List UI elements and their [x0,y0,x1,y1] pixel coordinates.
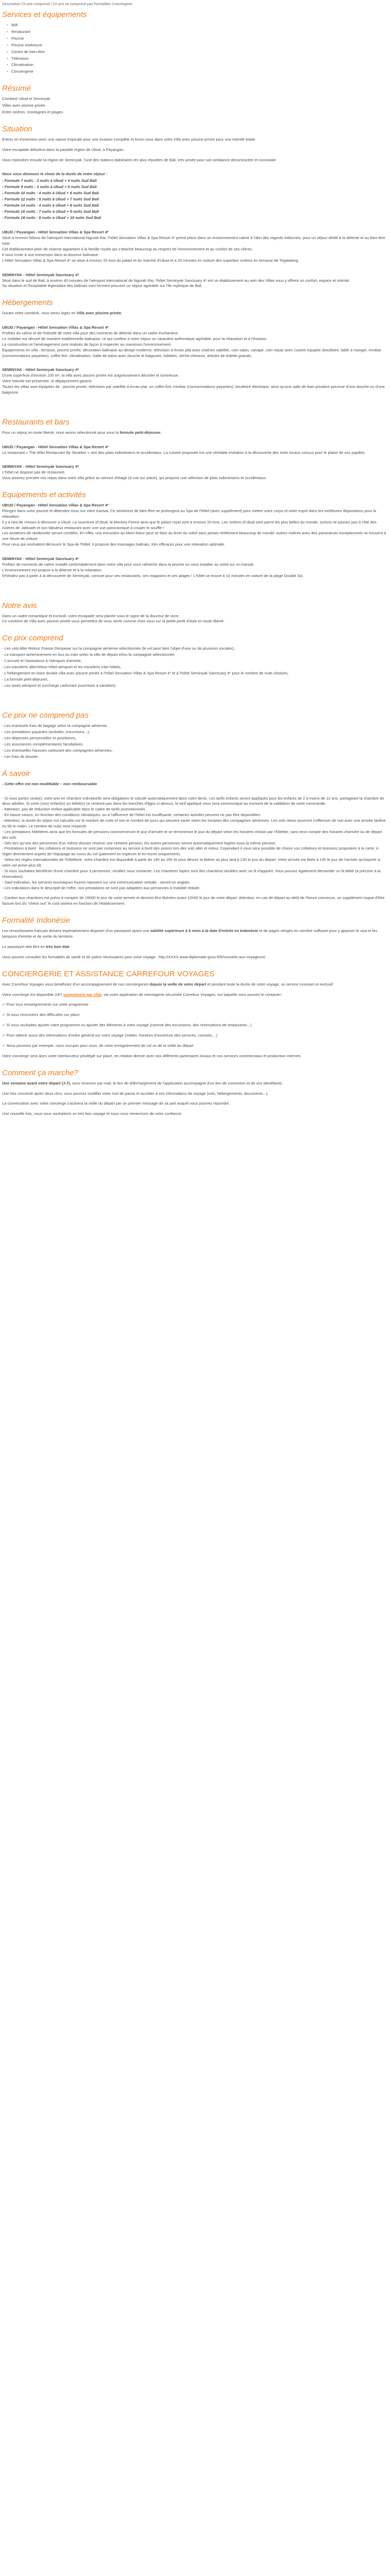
resume-line: Combiné Ubud et Seminyak [2,96,51,101]
savoir-paragraph: - Selon les règles internationales de l'hôtellerie, votre chambre est disponible à partir de 14h au 15h et vous devrez la libérer au plus tard à 12h le jour du départ. Votre arrivée est fixée à 14h le jour de l'arrivée qu'importe si votre vol arrive plus tôt. [2,857,381,868]
equipements-title: Equipements et activités [2,490,86,500]
durations-title: Nous vous donnons le choix de la durée de votre séjour : [2,172,108,177]
equip-hotel1-p4: Pour ceux qui souhaitent découvrir le Spa de l'hôtel, il propose des massages balinais, très efficaces pour une relaxation optimale. [2,542,225,547]
inclus-item: - L'hébergement en base double villa avec piscine privée à l'hôtel Sensation Villas & Spa Resort 4* et à l'hôtel Seminyak Sanctuary 4* pour le nombre de nuits choisies, [2,670,289,675]
equip-hotel1-p1: Plongez dans votre piscine et détendez-vous sur votre transat. Ce sentiment de bien-être se prolongera au Spa de l'hôtel (avec supplément) pour mettre votre corps et votre esprit dans les meilleures dispositions pour la relaxation. [2,508,377,519]
avis-title: Notre avis [2,601,37,610]
savoir-paragraph: - Si vous partez seul(e), votre prix en chambre individuelle sera obligatoire et calculé automatiquement dans votre devis. Les tarifs enfants seront appliqués pour les enfants de 2 à moins de 12 ans, partageant la chambre de deux adultes. Si votre (vos) enfant(s) ou bébé(s) ne rentrent pas dans les tranches d'âges ci-dessus, le tarif appliqué vous sera communiqué au moment de la validation de votre commande. [2,795,384,806]
comment-title: Comment ça marche? [2,1068,78,1077]
heberg-hotel1-p4: Équipements en villa : terrasse, piscine privée, décoration balinaise au design moderne, télévision à écran plat avec chaînes satellite, coin salon, canapé, coin repas avec cuisine équipée (bouilloire, table à manger, minibar (consommations payantes), coffre-fort, climatisation. Salle de bains avec douche et baignoire, toilettes, sèche-cheveux, articles de toilette gratuits. [2,347,382,358]
savoir-paragraph: - Sauf indication, les services touristiques fournis reposent sur une communication verbale : seront en anglais. [2,879,191,885]
situation-hotel2-title: SEMINYAK - Hôtel Seminyak Sanctuary 4* [2,272,79,277]
savoir-paragraph: - Si vous souhaitez bénéficier d'une chambre pour 3 personnes, veuillez nous contacter. Les chambres triples sont des chambres doubles avec un lit d'appoint. Vous pouvez également demander un lit bébé (à préciser à la réservation). [2,868,381,879]
savoir-title: À savoir [2,769,30,778]
resto-hotel1-p1: Le restaurant « The Wilis Restaurant By Senebre » sert des plats indonésiens et occidentaux. La cuisine proposée est une véritable invitation à la découverte des mets locaux conçus pour le plaisir de vos papilles. [2,450,366,455]
duration-item: - Formule 10 nuits : 4 nuits à Ubud + 6 nuits Sud Bali [2,191,99,196]
formalites-title: Formalité Indonésie [2,916,70,925]
duration-item: - Formule 14 nuits : 4 nuits à Ubud + 8 nuits Sud Bali [2,202,99,208]
resto-hotel2-title: SEMINYAK - Hôtel Seminyak Sanctuary 4* [2,464,79,469]
service-item: • Télévision [11,56,389,62]
service-item: • Centre de bien-être [11,49,389,55]
resume-line: Villas avec piscine privée [2,103,45,108]
hebergements-title: Hébergements [2,298,53,308]
heberg-hotel1-p1: Profitez du calme et de l'intimité de votre villa pour des moments de détente dans un cadre enchanteur. [2,331,179,336]
savoir-paragraph: - Les indications dans le descriptif de l'offre, nos prestations ne sont pas adaptées aux personnes à mobilité réduite. [2,885,201,890]
equip-hotel1-title: UBUD / Payangan - Hôtel Sensation Villas & Spa Resort 4* [2,503,109,508]
inclus-item: - Les transferts aller/retour hôtel-aéroport et les transferts inter-hôtels, [2,664,122,669]
duration-item: - Formule 16 nuits : 7 nuits à Ubud + 9 nuits Sud Bali [2,209,99,214]
formalites-p2: Le passeport doit être en très bon état. [2,944,71,949]
heberg-hotel2-p3: Toutes les villas sont équipées de : piscine privée, télévision par satellite à écran plat, un coffre-fort, minibar (consommations payantes), bouilloire électrique, ainsi qu'une salle de bain privative pourvue d'une douche ou d'une baignoire. [2,384,385,395]
savoir-paragraph: - Les prestations hôtelières ainsi que les formules de pensions commenceront le jour d'arrivée et se termineront le jour du départ selon les horaires choisis par l'hôtelier, sans tenir compte des horaires d'arrivée ou de départ des vols. [2,829,382,840]
service-item: • Restaurant [11,29,389,35]
equip-hotel1-p3: Les amateurs de randonnée seront comblés. En effet, une excursion au Mont Batur peut se faire au lever du soleil sans jamais réellement beaucoup de monde. Autres rizières avec des panoramas exceptionnels se trouvent à une heure de voiture. [2,531,386,541]
situation-p1: Entrez en immersion avec une nature tropicale pour une évasion complète et lovez-vous dans votre Villa avec piscine privée pour une intimité totale. [2,137,256,142]
equip-hotel2-p1: Profitez de moments de calme installé confortablement dans votre villa pour vous rafraîchir dans la piscine ou vous installer au soleil sur un transat. [2,562,254,567]
service-item: • Piscine [11,36,389,42]
inclus-item: - Les taxes aéroport et surcharge carburant (soumises à variation). [2,683,117,688]
savoir-paragraph: - Dès lors qu'une des personnes d'un même dossier réserve une certaine pension, les autres personnes seront automatiquement logées sous la même pension. [2,840,276,845]
equip-hotel2-p3: N'hésitez pas à partir à la découverte de Seminyak, connue pour ses restaurants, ses magasins et ses plages ! L'hôtel se trouve à 10 minutes en voiture de la plage Double Six. [2,573,304,578]
resume-line: Entre rizières, montagnes et plages [2,109,63,114]
comment-p3: La conversation avec votre concierge s'activera la veille du départ par un premier message de sa part auquel vous pourrez répondre. [2,1101,230,1106]
conciergerie-p1: Avec Carrefour Voyages vous bénéficiez d'un accompagnement de nos conciergeries depuis la veille de votre départ et pendant toute la durée de votre voyage, un service innovant et exclusif. [2,981,334,987]
heberg-hotel2-title: SEMINYAK - Hôtel Seminyak Sanctuary 4* [2,367,79,372]
restaurants-intro: Pour un séjour en toute liberté, nous avons sélectionné pour vous la formule petit-déjeuner. [2,430,161,435]
hebergements-intro: Durant votre combiné, vous serez logés en Villa avec piscine privée. [2,311,122,316]
savoir-warning: - Cette offre est non modifiable – non remboursable [2,781,97,786]
situation-hotel1-p1: Situé à environ 50kms de l'aéroport international Ngurah Rai, l'hôtel Sensation Villas & Spa Resort 4* prend place dans un environnement calme à l'abri des regards indiscrets, pour un séjour dédié à la détente et au bien-être total. [2,235,385,246]
formalites-p3: Vous pouvez consulter les formalités de santé et de police nécessaires pour votre voyage : http://XXXX.www.diplomatie.gouv.fr/fr/conseils-aux-voyageurs/ [2,954,266,959]
service-item: • Piscine extérieure [11,43,389,48]
heberg-hotel2-p1: D'une superficie d'environ 100 m², la villa avec piscine privée est soigneusement décorée et lumineuse. [2,373,180,378]
page [0,0,391,1137]
non-inclus-title: Ce prix ne comprend pas [2,711,89,720]
heberg-hotel2-p2: Votre intimité est préservée, le dépaysement garanti. [2,379,93,384]
situation-hotel1-p3: Il vous invite à une immersion dans la douceur balinaise. [2,252,100,257]
inclus-title: Ce prix comprend [2,634,63,643]
conciergerie-p2: Votre concierge est disponible 24/7 uniquement par chat, via votre application de messagerie sécurisée Carrefour Voyages, sur laquelle vous pouvez le contacter : [2,992,283,997]
non-inclus-item: - Les frais de dossier. [2,754,39,759]
heberg-hotel1-p3: La construction et l'aménagement sont réalisés de façon à respecter au maximum l'environnement. [2,342,172,347]
comment-p1: Une semaine avant votre départ (J-7), vous recevrez par mail, le lien de téléchargement de l'application accompagné d'un lien de connexion et de vos identifiants. [2,1080,283,1086]
durations-list [2,178,389,221]
conciergerie-check: ✓ Si vous souhaitez ajuster votre programme ou ajouter des éléments à votre voyage (comme des excursions, des réservations de restaurants...) [2,1023,252,1028]
non-inclus-list [2,723,389,759]
resume-title: Résumé [2,84,31,93]
equip-hotel1-p2: Il y a tant de choses à découvrir à Ubud. La nourriture d'Ubud, la Monkey Forest ainsi que le palais royal sont à environ 20 kms. Les rizières d'Ubud sont parmi les plus belles du monde, surtout ne passez pas à côté des rizières de Jatiluwih et son fabuleux restaurant avec une vue panoramique à couper le souffle ! [2,519,377,530]
services-title: Services et équipements [2,10,87,20]
situation-hotel1-p2: Cet établissement plein de charme appartient à la famille royale qui s'attache beaucoup au respect de l'environnement et au confort de ses clients. [2,247,253,252]
savoir-paragraph: - Caution aux chambres est prévu à compter de 15h00 le jour de votre arrivée et devront être libérées avant 12h00 le jour de votre départ. Attention, en cas de départ au-delà de l'heure convenue, un supplément risque d'être facturé lors du "check out" le coût variera en fonction de l'établissement. [2,895,385,906]
resto-hotel2-p2: Vous pourrez prendre vos repas dans votre villa grâce au service d'étage (à voir sur place), qui propose une sélection de plats indonésiens et occidentaux. [2,476,267,481]
conciergerie-p3: Votre concierge sera alors votre interlocuteur privilégié sur place, en relation directe avec nos différents partenaires locaux et nos services commerciaux et production internes. [2,1053,302,1058]
inclus-item: - Les vols Aller-Retour France-Denpasar sur la compagnie aérienne sélectionnée (le vol peut faire l'objet d'une ou de plusieurs escales), [2,646,235,651]
service-item: • Climatisation [11,62,389,68]
heberg-hotel1-p2: Le mobilier est décoré de manière traditionnelle balinaise, ce qui confère à votre séjour un caractère authentique agréable, pour la relaxation et à l'évasion. [2,336,268,341]
inclus-item: - La formule petit-déjeuner, [2,676,48,682]
comment-p4: Une nouvelle fois, nous vous souhaitons un très bon voyage et nous vous remercions de votre confiance. [2,1111,183,1116]
situation-title: Situation [2,124,32,133]
conciergerie-check: ✓ Nous pouvons par exemple, nous occuper pour vous, de votre enregistrement de vol ou de la veille du départ [2,1043,194,1048]
situation-hotel2-p2: Sa situation et l'hospitalité légendaire des balinois vont forment procurer un séjour agréable sur l'île mythique de Bali. [2,283,203,289]
duration-item: - Formule 7 nuits : 3 nuits à Ubud + 4 nuits Sud Bali [2,178,97,183]
heberg-hotel1-title: UBUD / Payangan - Hôtel Sensation Villas & Spa Resort 4* [2,325,109,330]
conciergerie-check: ✓ Pour obtenir aussi des informations d'ordre général sur votre voyage (météo, horaires d'ouverture des services, conseils,...) [2,1033,218,1038]
resto-hotel2-p1: L'hôtel ne dispose pas de restaurant. [2,470,66,475]
avis-p1: Dans un cadre romantique et exclusif, votre escapade sera placée sous le signe de la douceur de vivre. [2,613,180,618]
situation-hotel1-title: UBUD / Payangan - Hôtel Sensation Villas & Spa Resort 4* [2,230,109,235]
equip-hotel2-p2: L'environnement est propice à la détente et à la relaxation. [2,567,103,572]
avis-p2: Ce combiné de Villa avec piscine privée vous permettra de vous sentir comme chez vous sur la petite perle d'Asie en toute liberté. [2,619,225,624]
situation-hotel1-p4: L'hôtel Sensation Villas & Spa Resort 4* se situe à environ 20 kms du palais et du marché d'Ubud et à 20 minutes en voiture des superbes rizières en terrasse de Tegalalang. [2,258,299,263]
duration-item: - Formule 12 nuits : 5 nuits à Ubud + 7 nuits Sud Bali [2,196,99,201]
savoir-paragraph: - En basse saison, en fonction des conditions climatiques, ou à l'affluence de l'hôtel est insuffisante, certaines activités peuvent ne pas être disponibles. [2,812,262,818]
equip-hotel2-title: SEMINYAK - Hôtel Seminyak Sanctuary 4* [2,556,79,562]
comment-p2: Une fois connecté après deux clics, vous pourrez modifier votre mot de passe et accéder à vos informations de voyage (vols, hébergements, documents...). [2,1091,269,1096]
formalites-p1: Les ressortissants français doivent impérativement disposer d'un passeport ayant une validité supérieure à 6 mois à la date d'entrée en Indonésie et de pages vierges en nombre suffisant pour y apposer le visa et les tampons d'entrée et de sortie du territoire. [2,928,378,939]
conciergerie-check: ✓ Pour tous renseignements sur votre programme [2,1002,89,1007]
situation-hotel2-p1: Situé dans le sud de Bali, à environ 40 minutes de l'aéroport international de Ngurah Rai, l'hôtel Seminyak Sanctuary 4* est un établissement au sein des Villas vous y offrent un confort, espace et intimité. [2,278,351,283]
resto-hotel1-title: UBUD / Payangan - Hôtel Sensation Villas & Spa Resort 4* [2,444,109,449]
restaurants-title: Restaurants et bars [2,417,70,427]
inclus-item: - L'accueil et l'assistance à l'aéroport d'arrivée, [2,658,82,664]
service-item: • Wifi [11,23,389,28]
resume-lines [2,96,389,115]
duration-item: - Formule 9 nuits : 3 nuits à Ubud + 6 nuits Sud Bali [2,184,97,190]
non-inclus-item: - Les prestations payantes (activités, excursions...), [2,730,90,735]
non-inclus-item: - Les éventuelles hausses carburant des compagnies aériennes, [2,748,113,753]
doc-header: Description Ce prix comprend / Ce prix ne comprend pas Formalités Conciergerie [2,3,133,6]
savoir-paragraph: - Prestations à bord : les collations et boissons ne sont pas comprises au service à bord des avions lors des vols aller et retour. Cependant il vous sera possible de choisir vos collations et boissons proposées à la carte, à régler directement auprès de l'équipage au cours du vol (paiement en espèces et en euros uniquement). [2,846,379,857]
duration-item: - Formule 18 nuits : 8 nuits à Ubud + 10 nuits Sud Bali [2,215,101,220]
situation-p2: Votre escapade débutera dans la paisible région de Ubud, à Payangan. [2,147,125,152]
conciergerie-title: CONCIERGERIE ET ASSISTANCE CARREFOUR VOYAGES [2,969,215,978]
situation-p3: Vous rejoindrez ensuite la région de Seminyak, l'une des stations balnéaires les plus réputées de Bali, très prisée pour son ambiance décontractée et conviviale. [2,157,277,162]
savoir-paragraph: - Attention, pas de réduction enfant applicable dans le cadre de tarifs promotionnels. [2,807,146,812]
inclus-list [2,646,389,688]
inclus-item: - Le transport acheminement en bus ou train selon la ville de départ et/ou la compagnie sélectionnée, [2,652,176,657]
service-item: • Conciergerie [11,69,389,75]
non-inclus-item: - Les dépenses personnelles et pourboires, [2,736,76,741]
non-inclus-item: - Les assurances complémentaires facultatives, [2,742,84,747]
savoir-paragraph: - Attention, la durée du séjour est calculée sur le nombre de nuits et non le nombre de jours qui peuvent varier selon les horaires des compagnies aériennes. Les vols retour pourront s'effectuer de nuit avec une arrivée tardive ou tôt le matin. Le nombre de nuits sera respecté. [2,818,386,828]
conciergerie-check: ✓ Si vous rencontrez des difficultés sur place [2,1012,80,1018]
non-inclus-item: - Les éventuels frais de bagage selon la compagnie aérienne, [2,723,108,728]
services-list [2,23,389,75]
